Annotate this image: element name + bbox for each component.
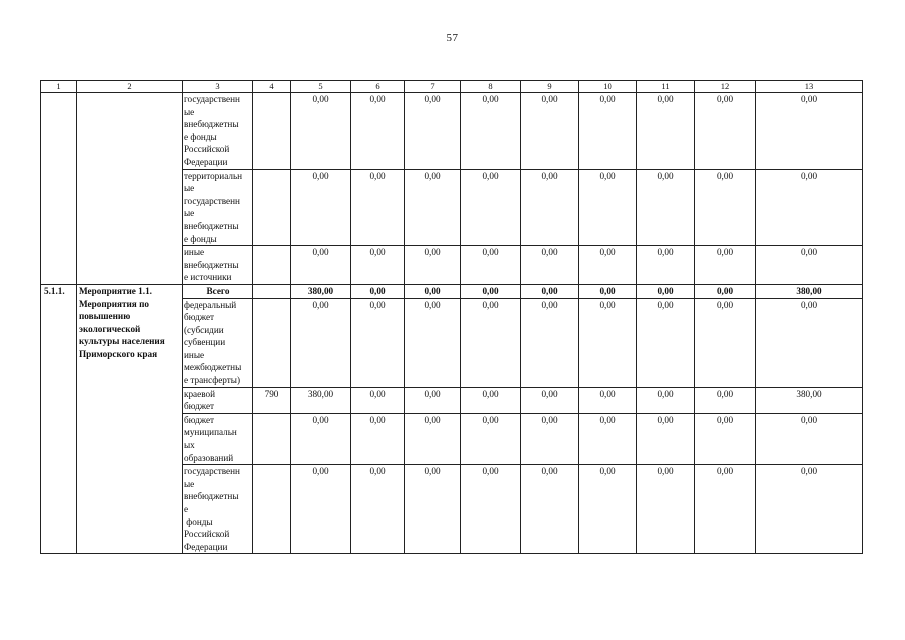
value-cell: 0,00	[756, 246, 863, 285]
column-number-header: 8	[461, 81, 521, 93]
value-cell: 0,00	[695, 246, 756, 285]
value-cell: 0,00	[756, 465, 863, 554]
row-name-cell: Мероприятие 1.1. Мероприятия по повышению экологической культуры населения Приморского края	[77, 284, 183, 553]
column-number-header: 3	[183, 81, 253, 93]
value-cell: 0,00	[695, 93, 756, 170]
funding-source-cell: бюджет муниципальн ых образований	[183, 413, 253, 464]
value-cell: 0,00	[461, 169, 521, 246]
budget-code-cell	[253, 284, 291, 298]
value-cell: 0,00	[351, 246, 405, 285]
value-cell: 0,00	[291, 465, 351, 554]
value-cell: 0,00	[351, 465, 405, 554]
value-cell: 0,00	[695, 284, 756, 298]
value-cell: 0,00	[351, 298, 405, 387]
value-cell: 0,00	[405, 413, 461, 464]
row-code-cell: 5.1.1.	[41, 284, 77, 553]
budget-code-cell	[253, 169, 291, 246]
value-cell: 0,00	[695, 169, 756, 246]
column-number-header: 2	[77, 81, 183, 93]
value-cell: 0,00	[291, 246, 351, 285]
budget-code-cell	[253, 298, 291, 387]
funding-source-cell: территориальн ые государственн ые внебюджетны е фонды	[183, 169, 253, 246]
value-cell: 0,00	[695, 298, 756, 387]
value-cell: 0,00	[579, 169, 637, 246]
value-cell: 0,00	[291, 93, 351, 170]
column-number-header: 1	[41, 81, 77, 93]
column-number-header: 6	[351, 81, 405, 93]
value-cell: 380,00	[756, 387, 863, 413]
value-cell: 0,00	[756, 413, 863, 464]
value-cell: 0,00	[756, 169, 863, 246]
value-cell: 0,00	[461, 93, 521, 170]
value-cell: 0,00	[637, 284, 695, 298]
value-cell: 0,00	[579, 465, 637, 554]
value-cell: 0,00	[405, 169, 461, 246]
value-cell: 0,00	[461, 298, 521, 387]
value-cell: 0,00	[405, 246, 461, 285]
value-cell: 380,00	[291, 284, 351, 298]
row-name-cell	[77, 93, 183, 285]
funding-source-cell: краевой бюджет	[183, 387, 253, 413]
value-cell: 0,00	[579, 298, 637, 387]
value-cell: 0,00	[579, 93, 637, 170]
column-number-header: 13	[756, 81, 863, 93]
value-cell: 0,00	[637, 465, 695, 554]
value-cell: 0,00	[756, 298, 863, 387]
table-row	[41, 93, 863, 170]
value-cell: 0,00	[637, 298, 695, 387]
page-number: 57	[446, 32, 459, 44]
value-cell: 0,00	[579, 387, 637, 413]
budget-code-cell: 790	[253, 387, 291, 413]
value-cell: 0,00	[521, 465, 579, 554]
value-cell: 0,00	[291, 413, 351, 464]
value-cell: 0,00	[291, 169, 351, 246]
value-cell: 0,00	[461, 465, 521, 554]
value-cell: 0,00	[405, 284, 461, 298]
funding-source-cell: государственн ые внебюджетны е фонды Российской Федерации	[183, 93, 253, 170]
value-cell: 0,00	[695, 387, 756, 413]
value-cell: 0,00	[637, 93, 695, 170]
value-cell: 0,00	[521, 246, 579, 285]
value-cell: 0,00	[579, 246, 637, 285]
funding-source-cell: Всего	[183, 284, 253, 298]
value-cell: 0,00	[579, 284, 637, 298]
value-cell: 0,00	[521, 284, 579, 298]
value-cell: 0,00	[521, 169, 579, 246]
row-code-cell	[41, 93, 77, 285]
value-cell: 0,00	[695, 465, 756, 554]
value-cell: 0,00	[405, 465, 461, 554]
value-cell: 0,00	[521, 413, 579, 464]
value-cell: 0,00	[351, 93, 405, 170]
column-number-header: 12	[695, 81, 756, 93]
value-cell: 0,00	[461, 387, 521, 413]
value-cell: 0,00	[521, 93, 579, 170]
value-cell: 0,00	[291, 298, 351, 387]
value-cell: 0,00	[637, 246, 695, 285]
budget-code-cell	[253, 413, 291, 464]
budget-code-cell	[253, 93, 291, 170]
value-cell: 0,00	[637, 169, 695, 246]
value-cell: 0,00	[521, 387, 579, 413]
column-number-header: 7	[405, 81, 461, 93]
column-number-header-row	[41, 81, 863, 93]
budget-code-cell	[253, 246, 291, 285]
value-cell: 0,00	[351, 169, 405, 246]
value-cell: 0,00	[579, 413, 637, 464]
value-cell: 0,00	[461, 413, 521, 464]
value-cell: 0,00	[756, 93, 863, 170]
funding-source-cell: федеральный бюджет (субсидии субвенции иные межбюджетны е трансферты)	[183, 298, 253, 387]
value-cell: 0,00	[461, 284, 521, 298]
value-cell: 0,00	[351, 413, 405, 464]
budget-table	[40, 80, 863, 554]
value-cell: 0,00	[521, 298, 579, 387]
value-cell: 380,00	[756, 284, 863, 298]
value-cell: 0,00	[695, 413, 756, 464]
value-cell: 0,00	[637, 413, 695, 464]
table-row-total	[41, 284, 863, 298]
funding-source-cell: государственн ые внебюджетны е фонды Российской Федерации	[183, 465, 253, 554]
value-cell: 0,00	[405, 298, 461, 387]
value-cell: 0,00	[405, 387, 461, 413]
value-cell: 0,00	[637, 387, 695, 413]
column-number-header: 9	[521, 81, 579, 93]
column-number-header: 4	[253, 81, 291, 93]
value-cell: 380,00	[291, 387, 351, 413]
value-cell: 0,00	[351, 387, 405, 413]
funding-source-cell: иные внебюджетны е источники	[183, 246, 253, 285]
budget-code-cell	[253, 465, 291, 554]
value-cell: 0,00	[405, 93, 461, 170]
column-number-header: 10	[579, 81, 637, 93]
column-number-header: 11	[637, 81, 695, 93]
value-cell: 0,00	[351, 284, 405, 298]
value-cell: 0,00	[461, 246, 521, 285]
column-number-header: 5	[291, 81, 351, 93]
